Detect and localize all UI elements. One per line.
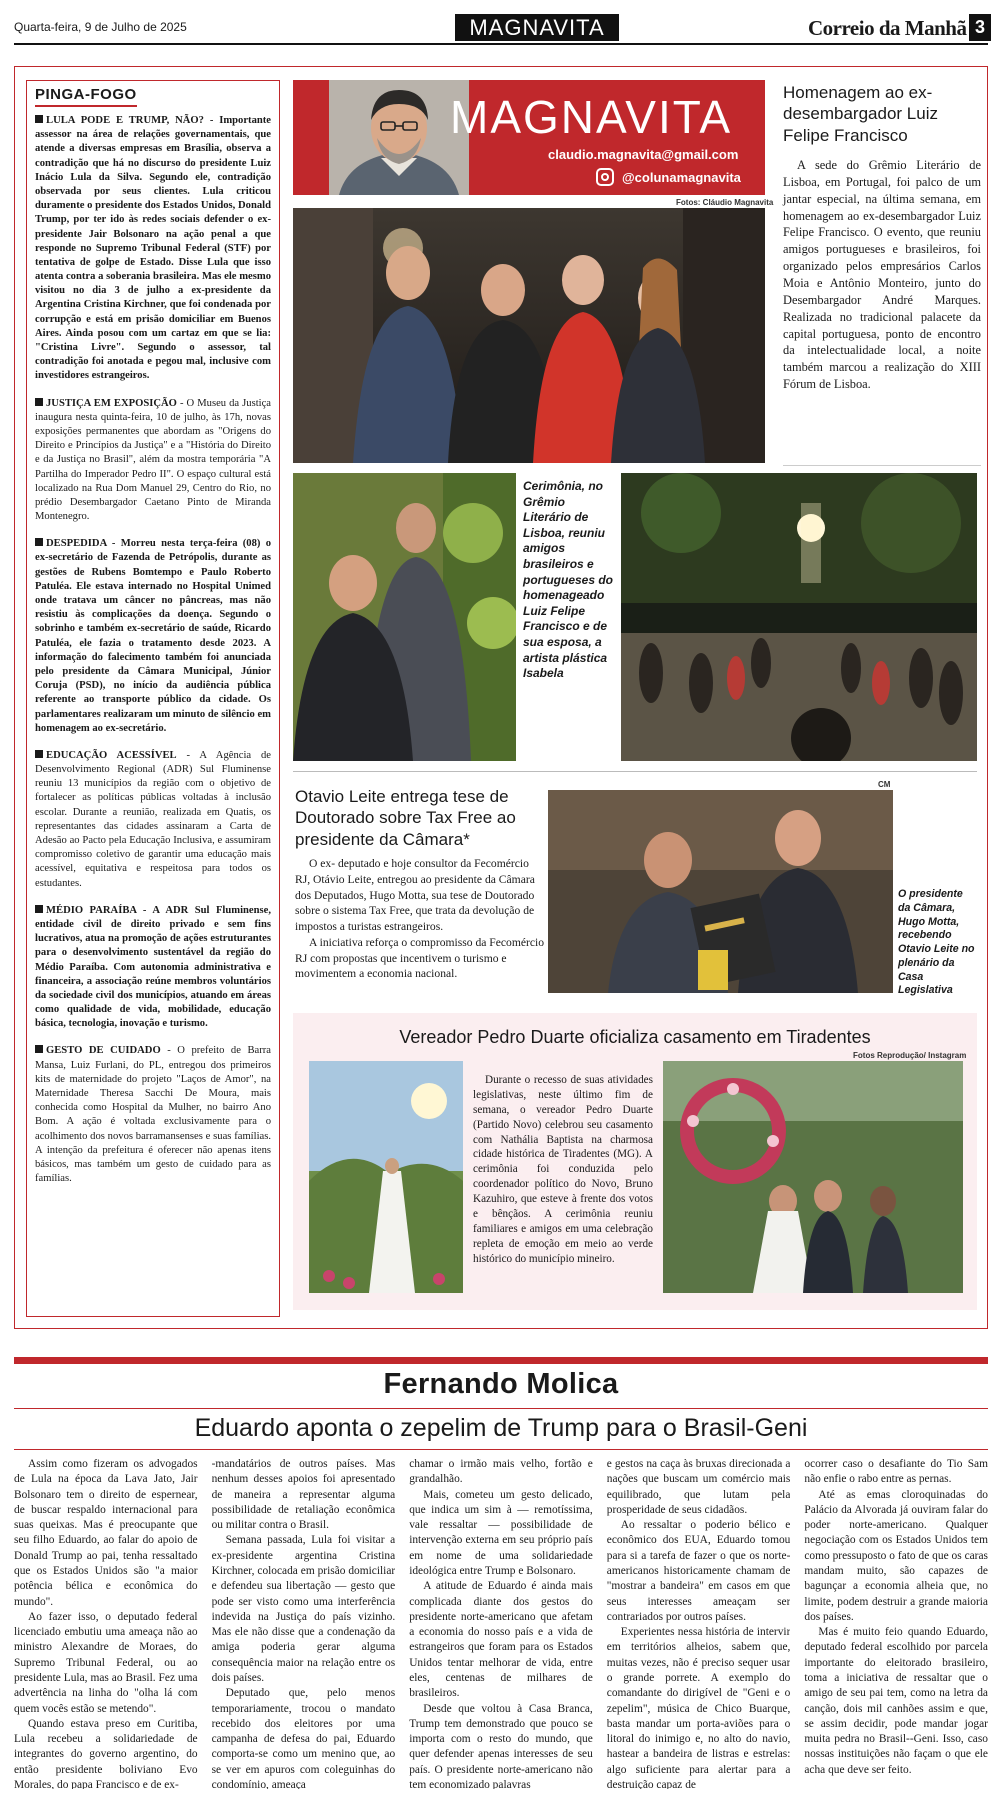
bullet-square-icon (35, 538, 43, 546)
pinga-fogo-lead: GESTO DE CUIDADO (46, 1045, 161, 1057)
thesis-caption: O presidente da Câmara, Hugo Motta, recebendo Otavio Leite no plenário da Casa Legislativa (898, 888, 975, 997)
article-casamento-title: Vereador Pedro Duarte oficializa casamento em Tiradentes (399, 1027, 871, 1047)
bullet-square-icon (35, 750, 43, 758)
pinga-fogo-text: - A ADR Sul Fluminense, entidade civil de direito privado e sem fins lucrativos, atua na promoção de ações estruturantes para o desenvolvimento sustentável da região do Médio Paraíba. Com autonomia administrativa e financeira, a associação reúne membros voluntários da sociedade civil dos municípios, atuando em áreas como qualidade de vida, mobilidade, educação básica, tecnologia, inovação e turismo. (35, 904, 271, 1030)
pinga-fogo-text: - Importante assessor na área de relações governamentais, que atende a diversas empresas em Brasília, observa a contradição que há no discurso do presidente Luiz Inácio Lula da Silva. Segundo ele, contradição observada por seus clientes. Lula criticou duramente o presidente dos Estados Unidos, Donald Trump, por ter ido às redes sociais defender o ex-presidente Jair Bolsonaro na ação penal a que responde no Supremo Tribunal Federal (STF) por tentativa de golpe de Estado. Disse Lula que isso atenta contra a soberania brasileira. Mas ele mesmo visitou no dia 3 de julho a ex-presidente da Argentina Cristina Kirchner, que foi condenada por corrupção e está em prisão domiciliar em Buenos Aires. Ainda posou com um cartaz em que se lia: "Cristina Livre". Segundo o assessor, tal contradição foi anotada e pegou mal, inclusive com investidores estrangeiros. (35, 115, 271, 382)
column-author: Fernando Molica (383, 1368, 619, 1400)
section-rule (14, 1357, 988, 1364)
article-casamento-paragraph: Durante o recesso de suas atividades legislativas, neste último fim de semana, o vereador Pedro Duarte (Partido Novo) celebrou seu casamento com Nathália Baptista na charmosa cidade histórica de Tiradentes (MG). A cerimônia foi conduzida pelo coordenador político do Novo, Bruno Kazuhiro, que esteve à frente dos votos e bênçãos. A cerimônia reuniu familiares e amigos em uma celebração repleta de emoção em meio ao verde histórico do município mineiro. (473, 1074, 653, 1265)
pinga-fogo-item (35, 1044, 271, 1186)
ceremony-caption: Cerimônia, no Grêmio Literário de Lisboa, reuniu amigos brasileiros e portugueses do homenageado Luiz Felipe Francisco e de sua esposa, a artista plástica Isabela (523, 479, 614, 681)
divider (14, 1408, 988, 1409)
columnist-email[interactable]: claudio.magnavita@gmail.com (548, 147, 739, 162)
pinga-fogo-lead: DESPEDIDA (46, 538, 107, 550)
pinga-fogo-text: - O prefeito de Barra Mansa, Luiz Furlani, do PL, entregou dos primeiros kits de maternidade do projeto "Laços de Amor", na Maternidade Theresa Sacchi De Moura, mais conhecida como Hospital da Mulher, no bairro Ano Bom. A ação é voltada exclusivamente para o acolhimento dos novos barramansenses e suas famílias. A intenção da prefeitura é oferecer não apenas itens básicos, mas também um gesto de cuidado para as famílias. (35, 1045, 271, 1185)
divider (293, 771, 977, 772)
column-paragraph: Até as emas cloroquinadas do Palácio da Alvorada já ouviram falar do poder norte-americano. Qualquer negociação com os Estados Unidos tem como pressuposto o fato de que os caras mandam muito, são capazes de bagunçar a economia alheia que, no limite, podem destruir a grande maioria dos países. (804, 1488, 988, 1623)
issue-date: Quarta-feira, 9 de Julho de 2025 (14, 20, 187, 34)
article-tese-paragraph: A iniciativa reforça o compromisso da Fecomércio RJ com propostas que incentivem o turismo e movimentem a economia nacional. (295, 935, 545, 981)
wedding-photo-left (309, 1061, 463, 1293)
bullet-square-icon (35, 115, 43, 123)
wedding-photo-right (663, 1061, 963, 1293)
column-text-column (14, 1457, 198, 1789)
evening-event-photo (621, 473, 977, 761)
photo-credit: Fotos: Cláudio Magnavita (676, 198, 774, 207)
column-paragraph: -mandatários de outros países. Mas nenhum desses apoios foi apresentado de maneira a representar alguma possibilidade de retaliação econômica ou militar contra o Brasil. (211, 1458, 396, 1532)
column-paragraph: Desde que voltou à Casa Branca, Trump tem demonstrado que pouco se importa com o resto do mundo, que quer defender apenas interesses de seu país. O presidente norte-americano não tem economizado palavras (409, 1702, 593, 1789)
masthead-rule (14, 43, 988, 45)
column-text-column (607, 1457, 791, 1789)
column-paragraph: Quando estava preso em Curitiba, Lula recebeu a solidariedade de integrantes do governo argentino, do então presidente boliviano Evo Morales, do papa Francisco e de ex- (14, 1717, 198, 1789)
column-paragraph: Ao ressaltar o poderio bélico e econômico dos EUA, Eduardo tomou para si a tarefa de fazer o que os norte-americanos historicamente chamam de "mostrar a bandeira" em casos em que seus interesses ameaçam ser contrariados por outros países. (606, 1519, 791, 1623)
pinga-fogo-box (26, 80, 280, 1317)
pinga-fogo-item (35, 397, 271, 525)
column-paragraph: chamar o irmão mais velho, fortão e grandalhão. (409, 1458, 593, 1486)
banner-title: MAGNAVITA (450, 91, 733, 143)
bullet-square-icon (35, 905, 43, 913)
pinga-fogo-text: - O Museu da Justiça inaugura nesta quinta-feira, 10 de julho, às 17h, novas exposições permanentes que abordam as "Origens do Direito e Princípios da Justiça" e a "História do Direito e da Justiça no Brasil", além da mostra temporária "A Partilha do Imperador Pedro II". O espaço cultural está localizado na Rua Dom Manuel 29, Centro do Rio, no prédio Desembargador Caetano Pinto de Miranda Montenegro. (35, 397, 272, 523)
column-paragraph: Ao fazer isso, o deputado federal licenciado embutiu uma ameaça não ao ministro Alexandre de Moraes, do Supremo Tribunal Federal, ou ao presidente Lula, mas ao Brasil. Fez uma advertência na linha do "olha lá com quem vocês estão se metendo". (14, 1610, 198, 1715)
instagram-icon (596, 168, 614, 186)
instagram-handle[interactable] (596, 168, 741, 186)
columnist-portrait (329, 80, 469, 195)
photo-credit: Fotos Reprodução/ Instagram (853, 1051, 967, 1060)
column-paragraph: Assim como fizeram os advogados de Lula na época da Lava Jato, Jair Bolsonaro tem o direito de espernear, de buscar respaldo internacional para suas queixas. Mas é preocupante que seu filho Eduardo, ao falar do apoio de Donald Trump ao pai, tenha ressaltado que os Estados Unidos são "a maior potência bélica e econômica do mundo". (14, 1458, 198, 1608)
column-paragraph: Mas é muito feio quando Eduardo, deputado federal escolhido por parcela importante do eleitorado brasileiro, toma a iniciativa de ressaltar que o amigo de seu pai tem, como na letra da canção, dois mil canhões assim e que, se assim decidir, pode mandar jogar muita pedra no Brasil--Geni. Isso, caso nossas instituições não façam o que ele acha que deve ser feito. (804, 1626, 988, 1776)
pinga-fogo-list (35, 114, 271, 1186)
article-homenagem-title: Homenagem ao ex-desembargador Luiz Felipe Francisco (783, 83, 938, 145)
column-paragraph: Semana passada, Lula foi visitar a ex-presidente argentina Cristina Kirchner, colocada em prisão domiciliar e defendeu sua libertação — gesto que pode ser visto como uma interferência indevida na Justiça do país vizinho. Mas ele não disse que a condenação da amiga poderia gerar alguma consequência maior na relação entre os dois países. (211, 1534, 396, 1684)
column-headline: Eduardo aponta o zepelim de Trump para o Brasil-Geni (194, 1414, 808, 1442)
column-text-column (804, 1457, 988, 1789)
ceremony-photo (293, 473, 516, 761)
thesis-delivery-photo (548, 790, 893, 993)
column-paragraph: Experientes nessa história de intervir em territórios alheios, sabem que, muitas vezes, não é preciso sequer usar o grande porrete. A exemplo do comandante do dirigível de "Geni e o zepelim", música de Chico Buarque, basta mandar um porta-aviões para o litoral do inimigo e, no alto do navio, hastear a bandeira de listras e estrelas: algo suficiente para alertar para a destruição capaz de (606, 1626, 791, 1789)
column-paragraph: Deputado que, pelo menos temporariamente, trocou o mandato recebido dos eleitores por uma campanha de defesa do pai, Eduardo comporta-se como um menino que, ao se ver em apuros com coleguinhas do condomínio, ameaça (211, 1687, 396, 1789)
pinga-fogo-lead: LULA PODE E TRUMP, NÃO? (46, 115, 204, 126)
column-text-column (212, 1457, 396, 1789)
column-text-column (409, 1457, 593, 1789)
article-homenagem-body: A sede do Grêmio Literário de Lisboa, em Portugal, foi palco de um jantar especial, na última semana, em homenagem ao ex-desembargador Luiz Felipe Francisco. O evento, que reuniu amigos portugueses e brasileiros, foi organizado pelos empresários Carlos Moia e Antônio Monteiro, junto do Desembargador André Marques. Realizada no tradicional palacete da capital portuguesa, ponto de encontro da intelectualidade local, a noite também marcou a realização do XIII Fórum de Lisboa. (783, 158, 981, 392)
article-tese-body (295, 856, 545, 982)
bullet-square-icon (35, 398, 43, 406)
pinga-fogo-item (35, 904, 271, 1032)
article-tese-paragraph: O ex- deputado e hoje consultor da Fecomércio RJ, Otávio Leite, entregou ao presidente da Câmara dos Deputados, Hugo Motta, sua tese de Doutorado sobre o sistema Tax Free, que trata da devolução de impostos a turistas estrangeiros. (295, 857, 535, 934)
divider (14, 1449, 988, 1450)
pinga-fogo-item (35, 114, 271, 384)
divider (783, 465, 981, 466)
photo-credit: CM (878, 780, 891, 789)
page-number: 3 (969, 14, 991, 41)
wedding-box (293, 1013, 977, 1310)
column-paragraph: e gestos na caça às bruxas direcionada a nações que buscam um comércio mais equilibrado, que lutam pela prosperidade de seus cidadãos. (606, 1458, 791, 1516)
pinga-fogo-lead: JUSTIÇA EM EXPOSIÇÃO (46, 397, 177, 409)
pinga-fogo-title: PINGA-FOGO (35, 86, 137, 107)
newspaper-logo: Correio da Manhã (808, 16, 967, 40)
group-photo (293, 208, 765, 463)
column-banner (293, 80, 765, 195)
section-name: MAGNAVITA (455, 14, 619, 41)
instagram-label: @colunamagnavita (622, 169, 741, 185)
article-casamento-body (473, 1073, 653, 1267)
article-tese-title: Otavio Leite entrega tese de Doutorado sobre Tax Free ao presidente da Câmara* (295, 787, 516, 849)
column-paragraph: ocorrer caso o desafiante do Tio Sam não enfie o rabo entre as pernas. (804, 1458, 988, 1486)
pinga-fogo-text: - Morreu nesta terça-feira (08) o ex-secretário de Fazenda de Petrópolis, durante as gestões de Rubens Bomtempo e Paulo Roberto Patuléa. Ele estava internado no Hospital Unimed onde tratava um câncer no pâncreas, mas não resistiu às complicações da doença. Segundo o sobrinho e também ex-secretário de saúde, Ricardo Patuléa, ele fazia o tratamento desde 2023. A informação do falecimento também foi anunciada pelo presidente da Câmara Municipal, Júnior Coruja (PSD), no início da audiência pública referente ao transporte público da cidade. Os parlamentares realizaram um minuto de silêncio em homenagem ao ex-secretário. (35, 538, 271, 734)
pinga-fogo-lead: MÉDIO PARAÍBA (46, 904, 137, 916)
bullet-square-icon (35, 1045, 43, 1053)
column-paragraph: A atitude de Eduardo é ainda mais complicada diante dos gestos do presidente norte-americano que afetam a economia do nosso país e a vida de estrangeiros que foram para os Estados Unidos tentar melhorar de vida, entre eles, centenas de milhares de brasileiros. (409, 1580, 593, 1700)
masthead (14, 14, 988, 42)
pinga-fogo-text: - A Agência de Desenvolvimento Regional (ADR) Sul Fluminense reuniu 13 municípios da região com o objetivo de fortalecer as políticas públicas voltadas à inclusão escolar. Durante a reunião, realizada em Quatis, os representantes das cidades assinaram a Carta de Adesão ao Pacto pela Educação Inclusiva, e assumiram compromisso coletivo de garantir uma educação mais acessível, equitativa e respeitosa para todos os estudantes. (35, 749, 272, 889)
pinga-fogo-item (35, 749, 271, 891)
pinga-fogo-item (35, 537, 271, 736)
column-body (14, 1457, 988, 1789)
column-paragraph: Mais, cometeu um gesto delicado, que indica um sim à — remotíssima, vale ressaltar — possibilidade de intervenção externa em seu próprio país em nome de uma solidariedade ideológica entre Trump e Bolsonaro. (409, 1488, 593, 1577)
pinga-fogo-lead: EDUCAÇÃO ACESSÍVEL (46, 749, 177, 761)
